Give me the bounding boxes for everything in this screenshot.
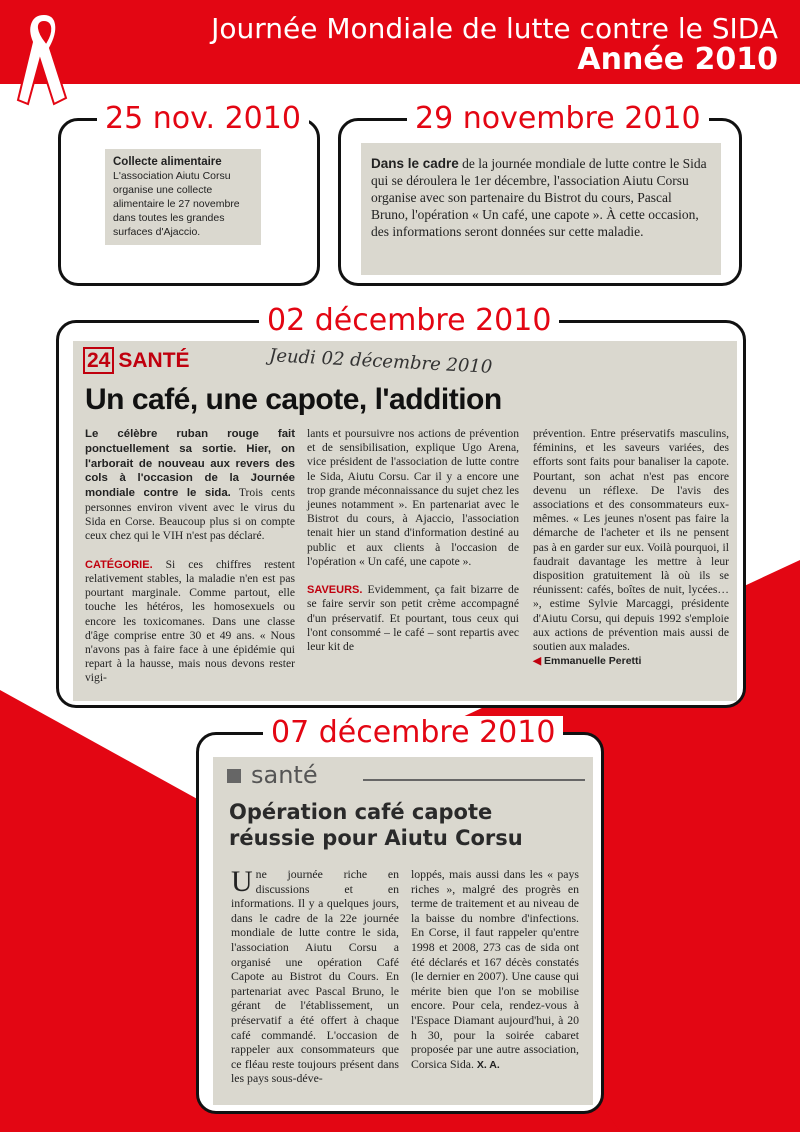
date-label: 02 décembre 2010	[259, 304, 559, 338]
arrow-icon: ◀	[533, 655, 544, 668]
subhead-tag: CATÉGORIE.	[85, 558, 153, 571]
column-text: Si ces chiffres restent relativement stables, la maladie n'en est pas pourtant marginale. Comme partout, elle touche les hétéros, les homosexuels ou encore les toxicomanes. Dans une classe d'âge comprise entre 30 et 49 ans. « Nous n'avons pas à faire face à une épidémie qui repart à la hausse, mais nous devons rester vigi-	[85, 557, 295, 685]
article-column-3	[533, 427, 729, 668]
subhead-tag: SAVEURS.	[307, 584, 363, 597]
section-kicker	[83, 349, 190, 373]
page-subtitle-year: Année 2010	[577, 42, 778, 77]
clipping-text: L'association Aiutu Corsu organise une collecte alimentaire le 27 novembre dans toutes les grandes surfaces d'Ajaccio.	[113, 170, 240, 238]
page-title: Journée Mondiale de lutte contre le SIDA	[211, 12, 778, 45]
author-name: Emmanuelle Peretti	[544, 655, 642, 668]
column-text: ne journée riche en discussions et en informations. Il y a quelques jours, dans le cadre de la 22e journée mondiale de lutte contre le sida, l'association Aiutu Corsu a organisé une opération Café Capote au Bistrot du Cours. En partenariat avec Pascal Bruno, le gérant de l'établissement, un préservatif a été offert à chaque café commandé. L'occasion de rappeler aux consommateurs que ce fléau reste toujours présent dans les pays sous-déve-	[231, 867, 399, 1086]
newspaper-clipping	[361, 143, 721, 275]
column-text: Evidemment, ça fait bizarre de se faire servir son petit crème accompagné d'un préservatif. Et pourtant, tous ceux qui l'ont consommé – le café – sont repartis avec leur kit de	[307, 583, 519, 654]
column-text: Trois cents personnes environ vivent avec le virus du Sida en Corse. Beaucoup plus si on compte ceux chez qui le VIH n'est pas déclaré.	[85, 486, 296, 543]
date-label: 29 novembre 2010	[407, 102, 709, 136]
newspaper-clipping	[73, 341, 737, 701]
article-column-2	[307, 427, 519, 654]
column-text: loppés, mais aussi dans les « pays riches », malgré des progrès en terme de traitement et au niveau de la baisse du nombre d'infections. En Corse, il faut rappeler qu'entre 1998 et 2008, 273 cas de sida ont été déclarés et 167 décès constatés (le dernier en 2007). Une cause qui mérite bien que l'on se mobilise encore. Pour cela, rendez-vous à l'Espace Diamant aujourd'hui, à 20 h 30, pour la soirée cabaret proposée par une autre association, Corsica Sida.	[411, 867, 579, 1071]
article-column-1	[85, 427, 295, 686]
clipping-frame-dec02	[56, 303, 746, 708]
handwritten-date: Jeudi 02 décembre 2010	[268, 345, 493, 378]
date-label: 25 nov. 2010	[97, 102, 309, 136]
square-bullet-icon	[227, 769, 241, 783]
kicker-label: SANTÉ	[118, 349, 190, 372]
clipping-frame-nov25	[58, 101, 320, 286]
rubric-label: santé	[251, 761, 318, 789]
column-text: lants et poursuivre nos actions de prévention et de sensibilisation, explique Ugo Arena, vice président de l'association de lutte contre le Sida, Aiutu Corsu. Car il y a encore une trop grande méconnaissance du sujet chez les jeunes notamment ». En partenariat avec le Bistrot du cours, à Ajaccio, l'association tenait hier un stand d'information destiné au public et aux clients à l'occasion de l'opération « Un café, une capote ».	[307, 427, 519, 568]
author-signature: X. A.	[476, 1058, 500, 1071]
clipping-lead: Dans le cadre	[371, 156, 459, 171]
article-lead: Le célèbre ruban rouge fait ponctuellement sa sortie. Hier, on l'arborait de nouveau aux revers des cols à l'occasion de la Journée mondiale contre le sida.	[85, 428, 295, 500]
newspaper-clipping	[105, 149, 261, 245]
aids-ribbon-icon	[14, 8, 74, 108]
page-header	[0, 0, 800, 84]
article-column-2	[411, 867, 579, 1072]
clipping-text: de la journée mondiale de lutte contre le Sida qui se déroulera le 1er décembre, l'association Aiutu Corsu organise avec son partenaire du Bistrot du cours, Pascal Bruno, l'opération « Un café, une capote ». À cette occasion, des informations seront données sur cette maladie.	[371, 156, 707, 239]
section-rubric	[227, 761, 318, 789]
author-signature	[533, 655, 641, 667]
clipping-frame-nov29	[338, 101, 742, 286]
divider	[363, 779, 585, 781]
clipping-frame-dec07	[196, 715, 604, 1114]
article-headline: Opération café capote réussie pour Aiutu Corsu	[229, 800, 523, 850]
column-text: prévention. Entre préservatifs masculins, féminins, et les saveurs variées, des efforts sont faits pour banaliser la capote. Pourtant, son achat n'est pas encore devenu un réflexe. De l'avis des associations et des consommateurs eux-mêmes. « Les jeunes n'osent pas faire la démarche de l'acheter et ils ne pensent pas à en garder sur eux. Voilà pourquoi, il faudrait davantage les mettre à leur disposition gratuitement là où ils se réunissent: cafés, boîtes de nuit, lycées… », estime Sylvie Marcaggi, présidente d'Aiutu Corsu, qui depuis 1992 s'emploie aux actions de prévention mais aussi de soutien aux malades.	[533, 427, 729, 654]
newspaper-clipping	[213, 757, 593, 1105]
clipping-heading: Collecte alimentaire	[113, 156, 222, 168]
date-label: 07 décembre 2010	[263, 716, 563, 750]
kicker-number: 24	[83, 347, 114, 374]
article-column-1	[231, 867, 399, 1086]
drop-cap: U	[231, 865, 253, 898]
article-headline: Un café, une capote, l'addition	[85, 383, 502, 416]
